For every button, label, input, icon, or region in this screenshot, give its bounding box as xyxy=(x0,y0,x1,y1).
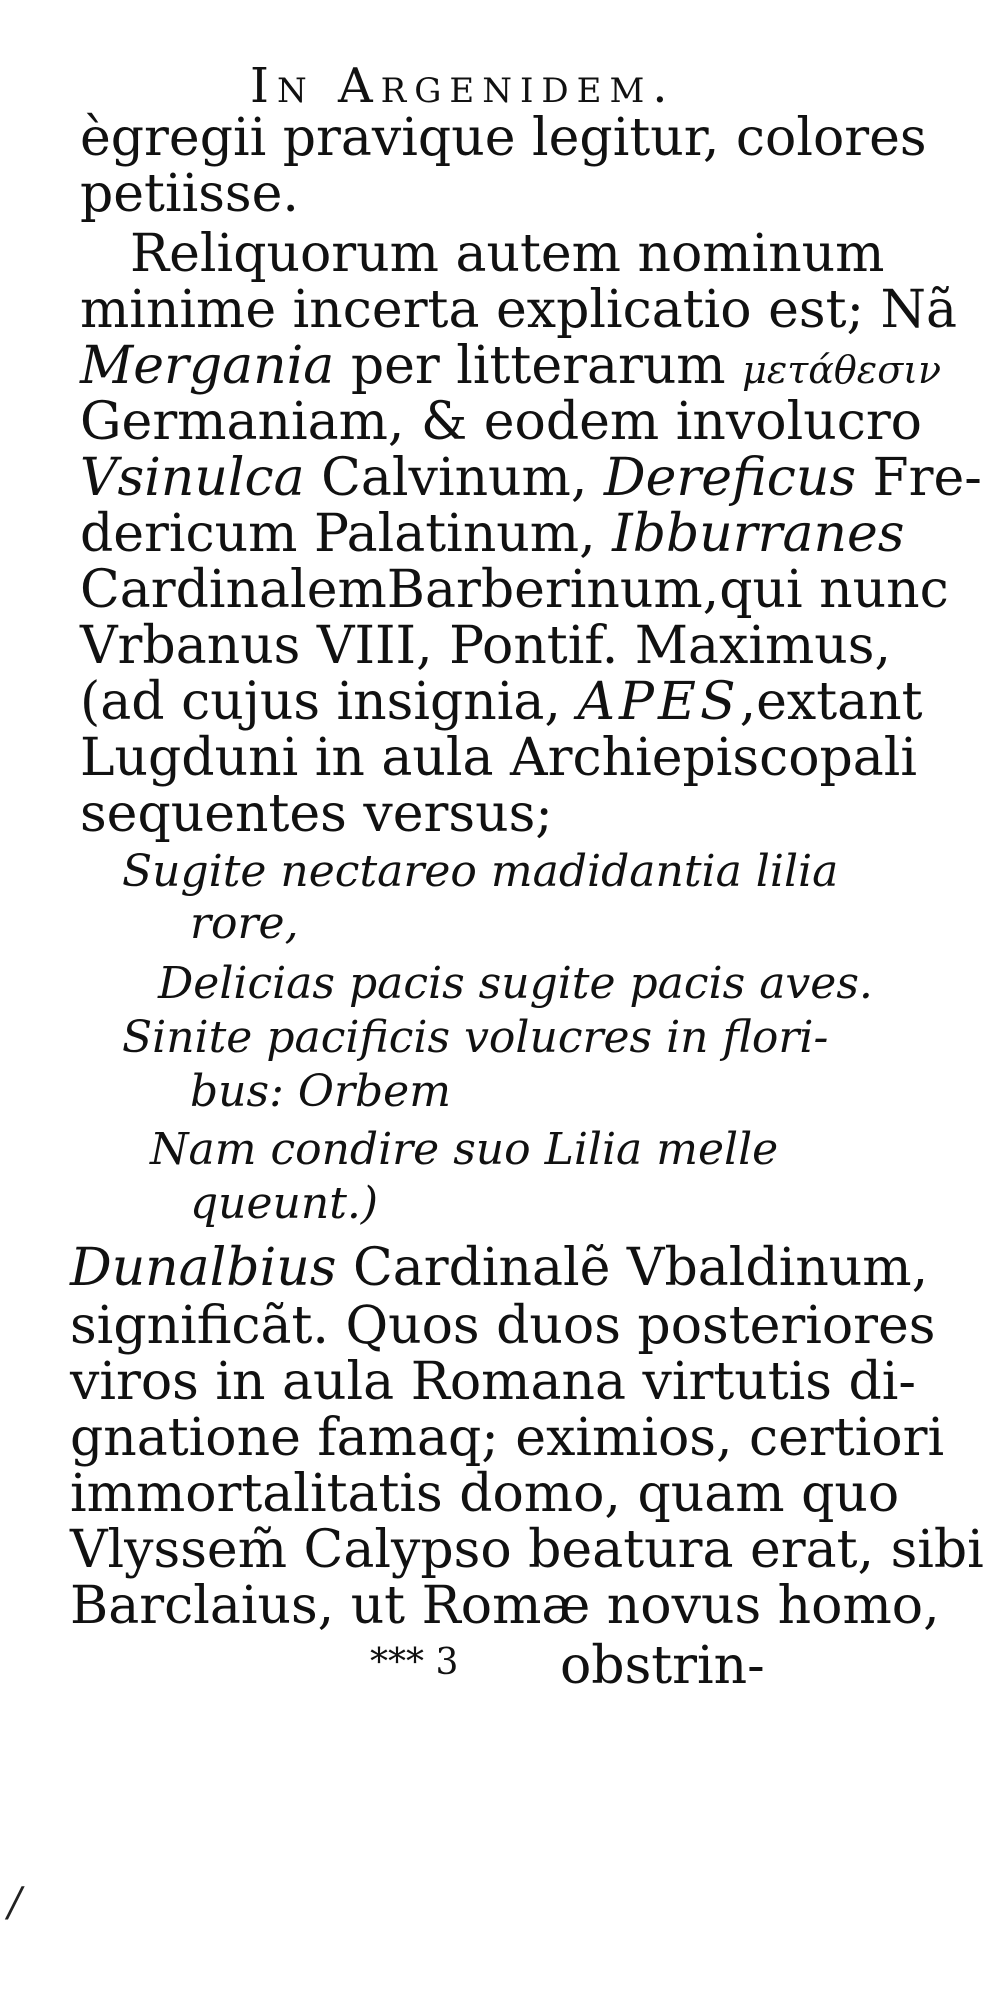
text-fragment: Fre- xyxy=(872,448,982,508)
text-fragment: dericum Palatinum, xyxy=(80,504,596,564)
text-line: Germaniam, & eodem involucro xyxy=(80,392,922,452)
italic-name: Ibburranes xyxy=(612,504,905,564)
text-line: sequentes versus; xyxy=(80,784,553,844)
verse-line: Nam condire suo Lilia melle xyxy=(150,1124,779,1175)
italic-name: Mergania xyxy=(80,336,335,396)
text-line xyxy=(70,1238,929,1298)
text-line: Reliquorum autem nominum xyxy=(130,224,885,284)
text-fragment: ,extant xyxy=(739,672,923,732)
text-line: petiisse. xyxy=(80,164,299,224)
verse-line: Sinite pacificis volucres in flori- xyxy=(122,1012,829,1063)
text-line: minime incerta explicatio est; Nã xyxy=(80,280,958,340)
text-line: CardinalemBarberinum,qui nunc xyxy=(80,560,949,620)
text-line: viros in aula Romana virtutis di- xyxy=(70,1352,916,1412)
text-line: Lugduni in aula Archiepiscopali xyxy=(80,728,918,788)
italic-name: Dereficus xyxy=(603,448,856,508)
margin-stroke: / xyxy=(8,1880,22,1926)
text-fragment: (ad cujus insignia, xyxy=(80,672,561,732)
verse-line: rore, xyxy=(190,898,299,949)
text-line: gnatione famaq; eximios, certiori xyxy=(70,1408,945,1468)
text-line xyxy=(80,448,982,508)
italic-name: APES xyxy=(577,672,740,732)
verse-line: Sugite nectareo madidantia lilia xyxy=(122,846,839,897)
text-line: significãt. Quos duos posteriores xyxy=(70,1296,936,1356)
italic-name: Dunalbius xyxy=(70,1238,337,1298)
text-line: Barclaius, ut Romæ novus homo, xyxy=(70,1576,940,1636)
text-line xyxy=(80,672,923,732)
text-line xyxy=(80,504,905,564)
greek-word: μετάθεσιν xyxy=(742,348,942,392)
running-title: In Argenidem. xyxy=(250,58,676,114)
signature-mark: *** 3 xyxy=(370,1642,459,1683)
catchword: obstrin- xyxy=(560,1636,765,1696)
text-fragment: per litterarum xyxy=(350,336,726,396)
italic-name: Vsinulca xyxy=(80,448,305,508)
verse-line: bus: Orbem xyxy=(190,1066,451,1117)
verse-line: Delicias pacis sugite pacis aves. xyxy=(158,958,873,1009)
verse-line: queunt.) xyxy=(190,1178,379,1229)
text-fragment: Cardinalẽ Vbaldinum, xyxy=(352,1238,929,1298)
text-line: Vlyssem̃ Calypso beatura erat, sibi xyxy=(70,1520,984,1580)
text-line: immortalitatis domo, quam quo xyxy=(70,1464,900,1524)
text-line xyxy=(80,336,942,396)
text-line: ègregii pravique legitur, colores xyxy=(80,108,927,168)
text-fragment: Calvinum, xyxy=(321,448,588,508)
text-line: Vrbanus VIII, Pontif. Maximus, xyxy=(80,616,892,676)
